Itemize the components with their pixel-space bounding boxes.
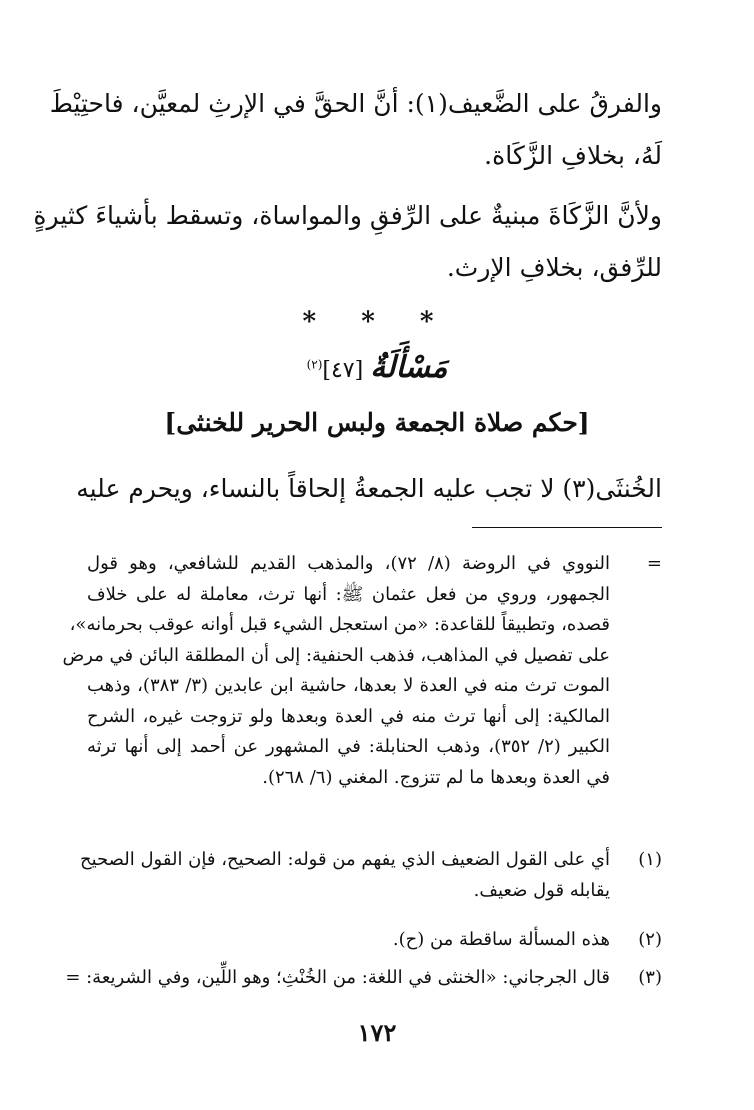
- footnote-continuation-body: [62, 549, 611, 793]
- main-text-block: [49, 78, 662, 182]
- footnote-line: المالكية: إلى أنها ترث منه في العدة وبعدها ولو تزوجت غيره، الشرح: [87, 705, 610, 727]
- footnote-line: على تفصيل في المذاهب، فذهب الحنفية: إلى أن المطلقة البائن في مرض: [62, 644, 610, 666]
- footnote-number: (٣): [638, 967, 662, 988]
- footnote-line: يقابله قول ضعيف.: [473, 879, 610, 901]
- masala-title: [0, 350, 754, 385]
- masala-word: مَسْأَلَةٌ: [370, 350, 448, 385]
- footnote-line: أي على القول الضعيف الذي يفهم من قوله: الصحيح، فإن القول الصحيح: [79, 849, 610, 870]
- footnote-divider: [472, 527, 662, 528]
- continuation-mark: =: [646, 553, 662, 574]
- main-text-line: ولأنَّ الزَّكَاةَ مبنيةٌ على الرِّفقِ والمواساة، وتسقط بأشياءَ كثيرةٍ: [33, 201, 662, 230]
- main-text-line: والفرقُ على الضَّعيف(١): أنَّ الحقَّ في الإرثِ لمعيَّن، فاحتِيْطَ: [49, 89, 662, 118]
- section-heading: [حكم صلاة الجمعة ولبس الحرير للخنثى]: [164, 408, 590, 437]
- footnote-line: الموت ترث منه في العدة لا بعدها، حاشية ابن عابدين (٣/ ٣٨٣)، وذهب: [87, 675, 611, 696]
- masala-number: [٤٧]: [322, 358, 364, 383]
- section-separator-stars: * * *: [302, 307, 452, 337]
- main-text-line: الخُنثَى(٣) لا تجب عليه الجمعةُ إلحاقاً بالنساء، ويحرم عليه: [76, 474, 662, 503]
- main-text-line: لَهُ، بخلافِ الزَّكَاة.: [484, 141, 662, 170]
- footnote-line: قصده، وتطبيقاً للقاعدة: «من استعجل الشيء قبل أوانه عوقب بحرمانه»،: [69, 614, 610, 635]
- footnote-body: [87, 925, 610, 956]
- footnote-body: [79, 845, 610, 906]
- footnote-1: [79, 845, 662, 906]
- footnote-number: (١): [638, 849, 662, 870]
- footnote-line: النووي في الروضة (٨/ ٧٢)، والمذهب القديم للشافعي، وهو قول: [87, 553, 610, 574]
- footnote-line: الكبير (٢/ ٣٥٢)، وذهب الحنابلة: في المشهور عن أحمد إلى أنها ترثه: [87, 736, 610, 757]
- footnote-line: قال الجرجاني: «الخنثى في اللغة: من الخُنْثِ؛ وهو اللِّين، وفي الشريعة: =: [65, 967, 610, 988]
- main-text-block: [76, 463, 662, 515]
- footnote-line: هذه المسألة ساقطة من (ح).: [392, 929, 610, 950]
- main-text-line: للرِّفق، بخلافِ الإرث.: [446, 253, 662, 282]
- footnote-line: الجمهور، وروي من فعل عثمان ﷺ: أنها ترث، معاملة له على خلاف: [87, 583, 610, 605]
- footnote-number: (٢): [638, 929, 662, 950]
- footnote-3: [65, 963, 662, 994]
- footnote-2: [87, 925, 662, 956]
- page-number: ١٧٢: [357, 1018, 397, 1047]
- footnote-continuation: [62, 549, 662, 793]
- footnote-body: [65, 963, 610, 994]
- masala-footnote-ref: (٢): [306, 357, 323, 372]
- footnote-line: في العدة وبعدها ما لم تتزوج. المغني (٦/ ٢٦٨).: [262, 766, 610, 788]
- main-text-block: [33, 190, 662, 294]
